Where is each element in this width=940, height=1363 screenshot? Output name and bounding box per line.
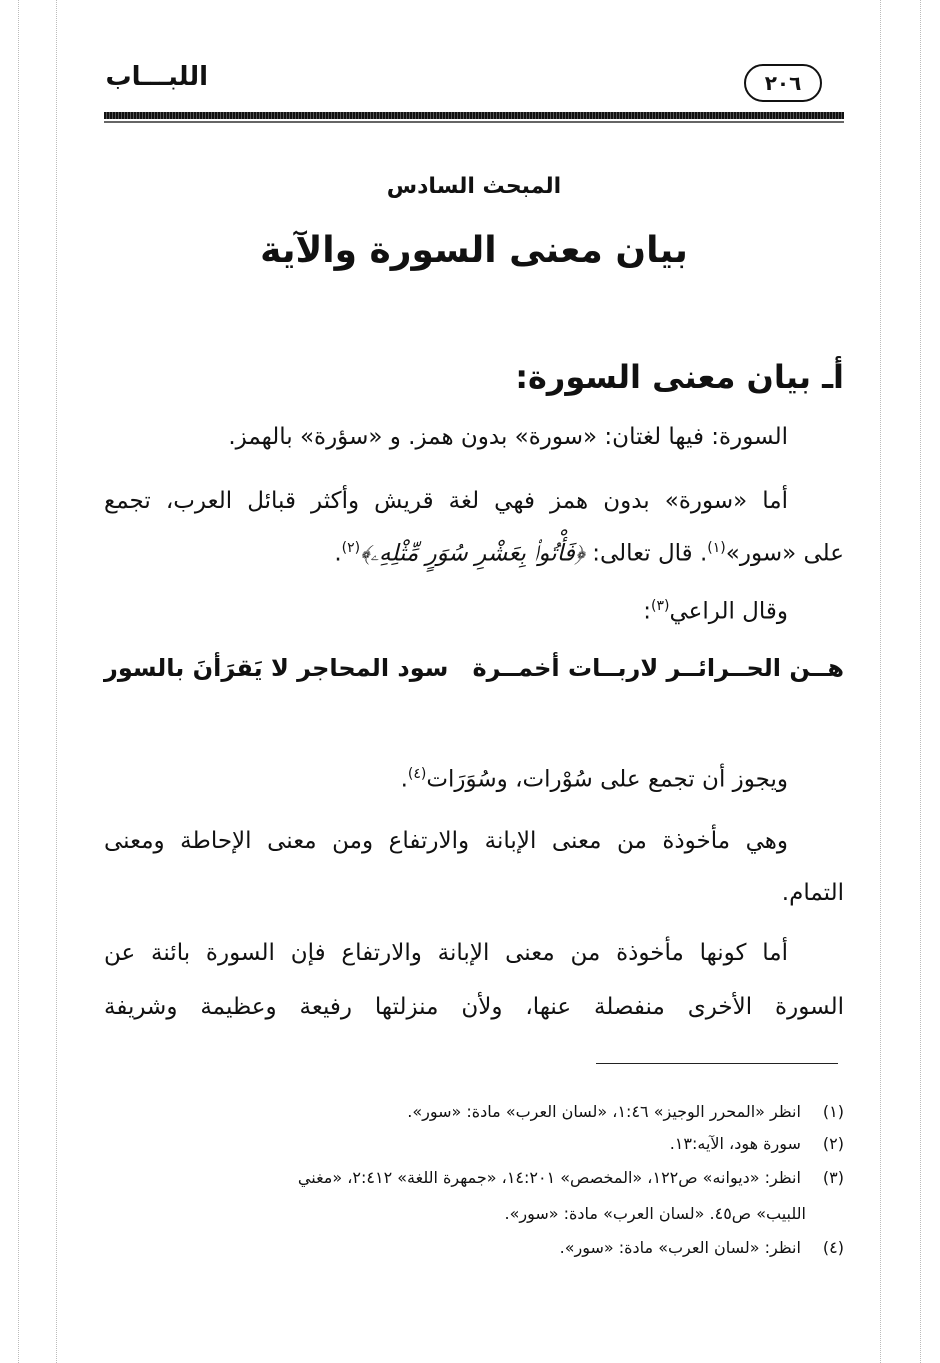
- body-line-4-a: وقال الراعي: [669, 598, 788, 625]
- footnote-4: [104, 1238, 844, 1257]
- quran-verse: ﴿فَأْتُوا۟ بِعَشْرِ سُوَرٍ مِّثْلِهِۦ﴾: [360, 540, 585, 567]
- body-line-3-end: .: [334, 540, 342, 567]
- body-line-7: التمام.: [781, 880, 844, 906]
- body-line-5: [104, 766, 844, 793]
- body-line-9: السورة الأخرى منفصلة عنها، ولأن منزلتها رفيعة وعظيمة وشريفة: [104, 994, 844, 1020]
- margin-dots-right: [880, 0, 881, 1363]
- footnote-number: (٤): [822, 1238, 844, 1257]
- margin-dots-right-2: [920, 0, 921, 1363]
- body-line-8: أما كونها مأخوذة من معنى الإبانة والارتفاع فإن السورة بائنة عن: [104, 940, 788, 966]
- footnote-3-continued: اللبيب» ص٤٥. «لسان العرب» مادة: «سور».: [504, 1204, 806, 1223]
- book-title: اللبـــاب: [105, 62, 208, 92]
- footnote-3: [104, 1168, 844, 1187]
- body-line-3-b: . قال تعالى:: [584, 540, 708, 567]
- header-rule-thin: [104, 121, 844, 123]
- page-title: بيان معنى السورة والآية: [260, 230, 688, 271]
- body-line-5-a: ويجوز أن تجمع على سُوْرات، وسُوَرَات: [426, 766, 788, 793]
- body-line-4-end: :: [643, 598, 652, 625]
- footnote-ref-3[interactable]: (٣): [651, 598, 670, 614]
- body-line-3-a: على «سور»: [725, 540, 844, 567]
- body-line-3: [104, 540, 844, 567]
- footnote-ref-2[interactable]: (٢): [341, 540, 361, 556]
- footnote-text: انظر: «ديوانه» ص١٢٢، «المخصص» ١٤:٢٠١، «جمهرة اللغة» ٢:٤١٢، «مغني: [297, 1168, 801, 1187]
- subheading: أـ بيان معنى السورة:: [515, 358, 844, 396]
- header-rule: [104, 112, 844, 119]
- body-line-1: السورة: فيها لغتان: «سورة» بدون همز. و «سؤرة» بالهمز.: [228, 424, 788, 450]
- margin-dots-left-2: [56, 0, 57, 1363]
- body-line-2: أما «سورة» بدون همز فهي لغة قريش وأكثر قبائل العرب، تجمع: [104, 488, 788, 514]
- poem-hemistich-right: هــن الحــرائــر لاربــات أخمــرة: [472, 654, 844, 682]
- poem-hemistich-left: سود المحاجر لا يَقرَأنَ بالسور: [104, 654, 449, 682]
- footnote-number: (١): [822, 1102, 844, 1121]
- footnote-2: [104, 1134, 844, 1153]
- body-line-6: وهي مأخوذة من معنى الإبانة والارتفاع ومن معنى الإحاطة ومعنى: [104, 828, 788, 854]
- footnote-text: انظر «المحرر الوجيز» ١:٤٦، «لسان العرب» مادة: «سور».: [407, 1102, 801, 1121]
- footnote-number: (٣): [822, 1168, 844, 1187]
- body-line-5-end: .: [400, 766, 408, 793]
- margin-dots-left: [18, 0, 19, 1363]
- footnote-ref-1[interactable]: (١): [707, 540, 726, 556]
- footnote-number: (٢): [822, 1134, 844, 1153]
- page-number: ٢٠٦: [744, 64, 822, 102]
- body-line-4: [104, 598, 844, 625]
- footnote-1: [104, 1102, 844, 1121]
- footnote-text: سورة هود، الآيه:١٣.: [669, 1134, 801, 1153]
- footnote-ref-4[interactable]: (٤): [407, 766, 427, 782]
- footnote-rule: [596, 1063, 838, 1064]
- footnote-text: انظر: «لسان العرب» مادة: «سور».: [559, 1238, 801, 1257]
- poem-verse: [104, 654, 844, 682]
- section-label: المبحث السادس: [386, 174, 562, 199]
